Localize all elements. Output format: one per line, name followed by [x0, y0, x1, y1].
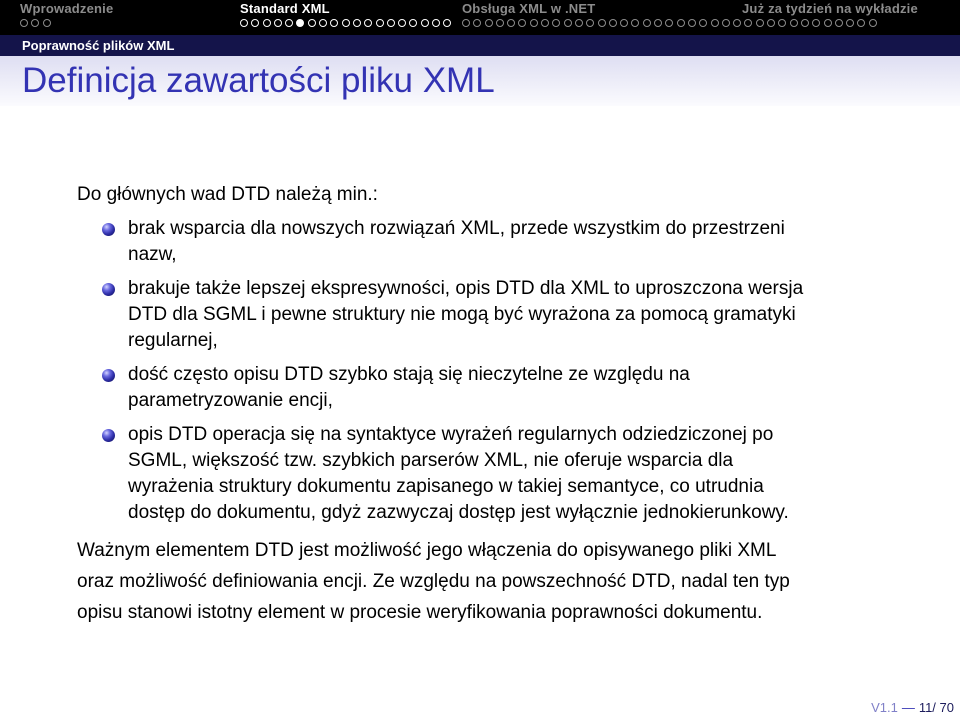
bullet-line: wyrażenia struktury dokumentu zapisanego w takiej semantyce, co utrudnia	[128, 476, 764, 497]
paragraph-line: oraz możliwość definiowania encji. Ze względu na powszechność DTD, nadal ten typ	[77, 571, 790, 592]
bullet-item	[77, 422, 947, 526]
nav-dot[interactable]	[530, 19, 538, 27]
bullet-line: parametryzowanie encji,	[128, 390, 333, 411]
bullet-line: opis DTD operacja się na syntaktyce wyrażeń regularnych odziedziczonej po	[128, 424, 774, 445]
bullet-item	[77, 362, 947, 414]
frame-body	[77, 182, 947, 628]
nav-dot-current[interactable]	[296, 19, 304, 27]
bullet-line: brakuje także lepszej ekspresywności, opis DTD dla XML to uproszczona wersja	[128, 278, 804, 299]
nav-section-title[interactable]: Wprowadzenie	[20, 1, 114, 16]
bullet-item	[77, 216, 947, 268]
nav-dot[interactable]	[575, 19, 583, 27]
nav-dot[interactable]	[496, 19, 504, 27]
page-number[interactable]: 11/ 70	[918, 700, 954, 715]
nav-dot[interactable]	[31, 19, 39, 27]
nav-dot[interactable]	[285, 19, 293, 27]
nav-dot[interactable]	[631, 19, 639, 27]
nav-dot[interactable]	[443, 19, 451, 27]
bullet-line: brak wsparcia dla nowszych rozwiązań XML, przede wszystkim do przestrzeni	[128, 218, 785, 239]
nav-dot[interactable]	[387, 19, 395, 27]
nav-dot[interactable]	[586, 19, 594, 27]
nav-dot[interactable]	[473, 19, 481, 27]
nav-dot[interactable]	[485, 19, 493, 27]
nav-section-wprowadzenie[interactable]	[20, 0, 113, 35]
nav-dot[interactable]	[421, 19, 429, 27]
nav-dot[interactable]	[432, 19, 440, 27]
summary-paragraph	[77, 535, 947, 628]
nav-dot[interactable]	[462, 19, 470, 27]
paragraph-line: opisu stanowi istotny element w procesie weryfikowania poprawności dokumentu.	[77, 602, 763, 623]
nav-dot[interactable]	[20, 19, 28, 27]
nav-dot[interactable]	[409, 19, 417, 27]
nav-section-title[interactable]: Już za tydzień na wykładzie	[742, 1, 918, 16]
bullet-line: dość często opisu DTD szybko stają się nieczytelne ze względu na	[128, 364, 690, 385]
nav-frame-dots	[20, 19, 113, 29]
ball-bullet-icon	[102, 223, 115, 236]
nav-dot[interactable]	[620, 19, 628, 27]
bullet-line: DTD dla SGML i pewne struktury nie mogą być wyrażona za pomocą gramatyki	[128, 304, 796, 325]
nav-dot[interactable]	[43, 19, 51, 27]
nav-dot[interactable]	[541, 19, 549, 27]
ball-bullet-icon	[102, 369, 115, 382]
nav-frame-dots	[240, 19, 455, 29]
nav-dot[interactable]	[330, 19, 338, 27]
nav-dot[interactable]	[699, 19, 707, 27]
nav-dot[interactable]	[319, 19, 327, 27]
frame-title: Definicja zawartości pliku XML	[22, 61, 495, 100]
bullet-line: dostęp do dokumentu, gdyż zazwyczaj dostęp jest wyłącznie jednokierunkowy.	[128, 502, 789, 523]
nav-dot[interactable]	[398, 19, 406, 27]
nav-section-title[interactable]: Obsługa XML w .NET	[462, 1, 596, 16]
nav-dot[interactable]	[688, 19, 696, 27]
nav-dot[interactable]	[251, 19, 259, 27]
nav-dot[interactable]	[552, 19, 560, 27]
nav-dot[interactable]	[518, 19, 526, 27]
nav-dot[interactable]	[240, 19, 248, 27]
nav-dot[interactable]	[308, 19, 316, 27]
bullet-list	[77, 216, 947, 526]
nav-dot[interactable]	[711, 19, 719, 27]
nav-dot[interactable]	[733, 19, 741, 27]
nav-dot[interactable]	[342, 19, 350, 27]
nav-dot[interactable]	[722, 19, 730, 27]
nav-dot[interactable]	[609, 19, 617, 27]
nav-dot[interactable]	[376, 19, 384, 27]
bullet-line: nazw,	[128, 244, 177, 265]
nav-dot[interactable]	[364, 19, 372, 27]
frame-title-bar	[0, 56, 960, 106]
section-navigation-bar	[0, 0, 960, 35]
subsection-bar	[0, 35, 960, 56]
nav-dot[interactable]	[643, 19, 651, 27]
ball-bullet-icon	[102, 283, 115, 296]
nav-dot[interactable]	[598, 19, 606, 27]
nav-dot[interactable]	[353, 19, 361, 27]
nav-section-standard-xml[interactable]	[240, 0, 455, 35]
bullet-line: SGML, większość tzw. szybkich parserów XML, nie oferuje wsparcia dla	[128, 450, 734, 471]
intro-text: Do głównych wad DTD należą min.:	[77, 184, 378, 205]
slide-footer	[871, 699, 954, 717]
paragraph-line: Ważnym elementem DTD jest możliwość jego włączenia do opisywanego pliki XML	[77, 540, 777, 561]
bullet-line: regularnej,	[128, 330, 218, 351]
nav-section-title[interactable]: Standard XML	[240, 1, 330, 16]
nav-dot[interactable]	[665, 19, 673, 27]
bullet-item	[77, 276, 947, 354]
nav-section-juz-za-tydzien[interactable]	[742, 0, 918, 35]
nav-dot[interactable]	[564, 19, 572, 27]
ball-bullet-icon	[102, 429, 115, 442]
nav-dot[interactable]	[507, 19, 515, 27]
nav-frame-dots	[742, 19, 918, 29]
nav-dot[interactable]	[274, 19, 282, 27]
version-label: V1.1	[871, 700, 898, 715]
nav-dot[interactable]	[654, 19, 662, 27]
subsection-title[interactable]: Poprawność plików XML	[22, 38, 175, 53]
nav-dot[interactable]	[263, 19, 271, 27]
footer-separator: —	[901, 700, 915, 715]
nav-dot[interactable]	[677, 19, 685, 27]
